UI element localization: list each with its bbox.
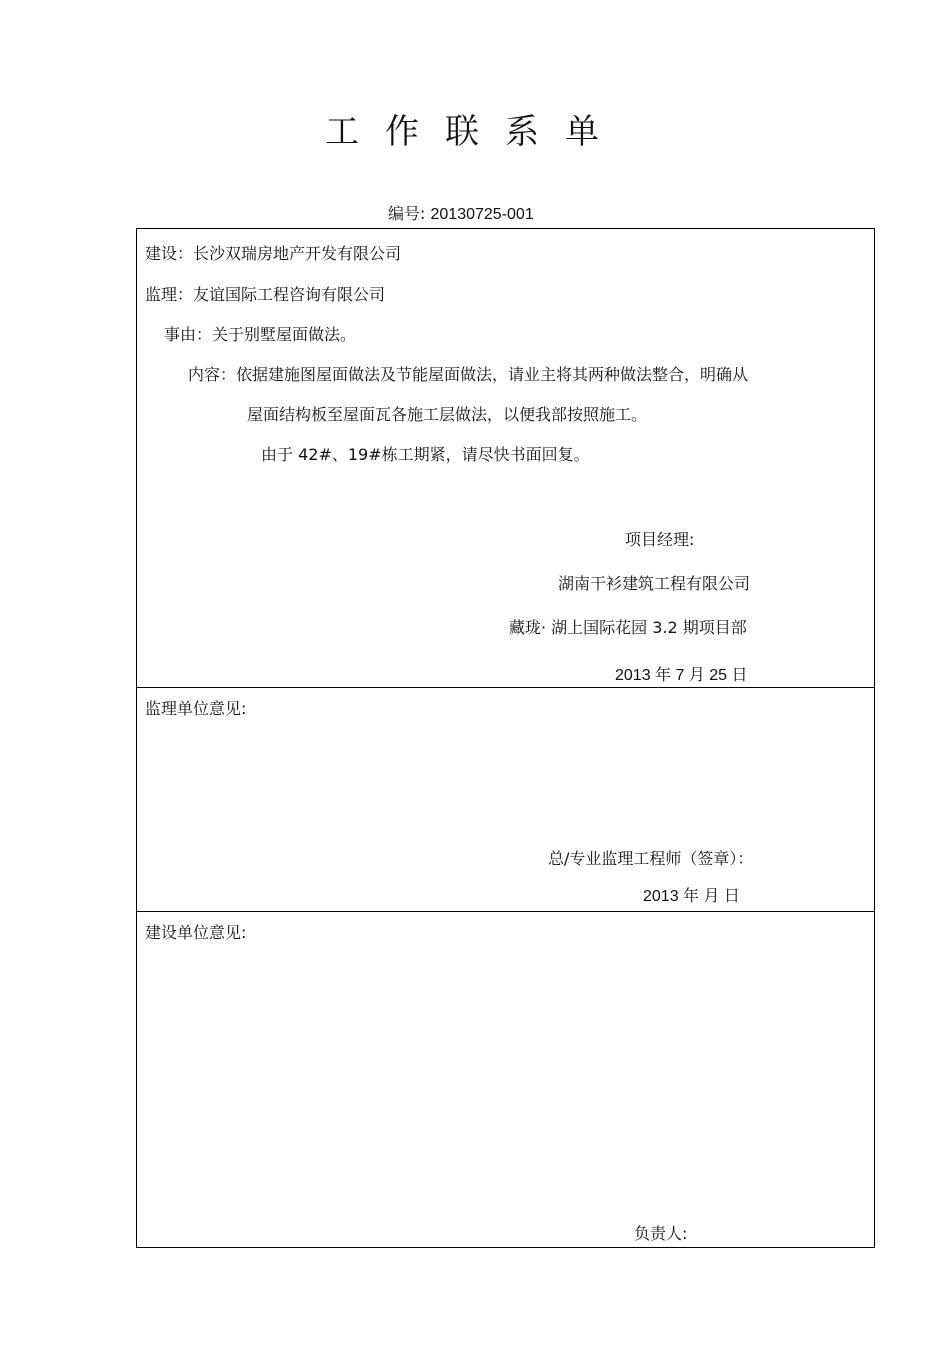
serial-label: 编号:: [388, 204, 426, 223]
owner-opinion-label: 建设单位意见:: [145, 923, 247, 942]
owner-opinion-section: [136, 911, 875, 1248]
supervisor-date: 2013 年 月 日: [643, 888, 740, 905]
contractor-company: 湖南干衫建筑工程有限公司: [558, 574, 751, 593]
project-manager-label: 项目经理:: [625, 530, 695, 549]
supervisor-opinion-section: [136, 687, 875, 912]
serial-number: [388, 201, 534, 224]
content-line-3: 由于 42#、19#栋工期紧，请尽快书面回复。: [261, 445, 590, 464]
request-section: [136, 228, 875, 688]
subject-line: 事由：关于别墅屋面做法。: [164, 325, 357, 344]
engineer-signature-label: 总/专业监理工程师（签章）：: [548, 849, 754, 868]
document-title: 工作联系单: [325, 112, 625, 152]
content-line-2: 屋面结构板至屋面瓦各施工层做法，以便我部按照施工。: [247, 405, 648, 424]
owner-line: 建设：长沙双瑞房地产开发有限公司: [145, 244, 402, 263]
request-date: 2013 年 7 月 25 日: [615, 667, 748, 684]
serial-value: 20130725-001: [430, 206, 534, 223]
supervisor-line: 监理：友谊国际工程咨询有限公司: [145, 285, 386, 304]
project-department: 藏珑· 湖上国际花园 3.2 期项目部: [509, 618, 747, 637]
content-line-1: 内容：依据建施图屋面做法及节能屋面做法，请业主将其两种做法整合，明确从: [188, 365, 749, 384]
supervisor-opinion-label: 监理单位意见:: [145, 699, 247, 718]
responsible-person-label: 负责人:: [634, 1224, 688, 1243]
